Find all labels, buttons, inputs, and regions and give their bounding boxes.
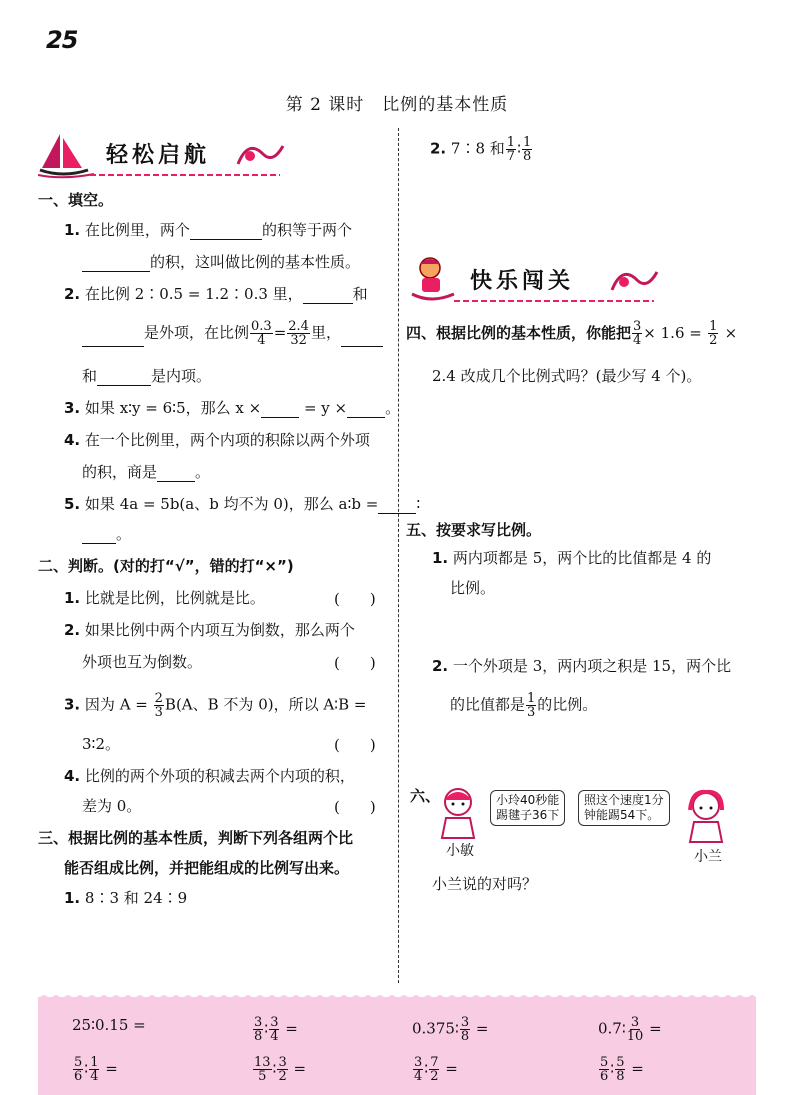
fraction: $\frac{3}{10}$ [626,1015,644,1044]
calc-item: $\frac{13}{5}$ ∶ $\frac{3}{2}$ = [254,1055,307,1084]
s1-q3: 3. 如果 x∶y = 6∶5，那么 x × = y × 。 [64,399,401,417]
s2-q3-line2: 3∶2。 [82,735,120,753]
s3-q1: 1. 8∶3 和 24∶9 [64,889,188,907]
fraction: $\frac{3}{4}$ [633,319,642,348]
section4-heading-line1: 四、根据比例的基本性质，你能把 $\frac{3}{4}$ × 1.6 = $\frac{1}{2}$ × [406,319,738,348]
section6-label: 六、 [410,787,441,805]
s1-q2-line1: 2. 在比例 2∶0.5 = 1.2∶0.3 里， 和 [64,285,368,303]
calc-item: $\frac{5}{6}$ ∶ $\frac{1}{4}$ = [74,1055,118,1084]
judge-paren[interactable]: ( ) [334,798,376,816]
answer-blank[interactable] [82,527,116,544]
s1-q4-line2: 的积，商是 。 [82,463,211,481]
fraction: $\frac{3}{2}$ [278,1055,287,1084]
calculation-strip [38,997,756,1095]
calc-item: 25∶0.15 = [72,1016,146,1034]
fraction: $\frac{13}{5}$ [254,1055,271,1084]
section4-heading-line2: 2.4 改成几个比例式吗？(最少写 4 个)。 [432,367,702,385]
s5-q1-line2: 比例。 [450,579,496,597]
fraction: $\frac{3}{4}$ [414,1055,423,1084]
fraction: $\frac{1}{7}$ [506,135,516,164]
swirl-icon [228,134,288,174]
girl-xiaomin-icon [434,784,484,840]
answer-blank[interactable] [190,223,262,240]
page-number: 25 [46,26,78,54]
s1-q1-line2: 的积，这叫做比例的基本性质。 [82,252,360,272]
banner-underline [90,172,280,178]
s5-q2-line2: 的比值都是 $\frac{1}{3}$ 的比例。 [450,691,598,720]
answer-blank[interactable] [303,287,353,304]
fraction: $\frac{1}{8}$ [522,135,532,164]
answer-blank[interactable] [82,330,144,347]
speech-bubble-xiaomin: 小玲40秒能 踢毽子36下 [490,790,565,826]
column-divider [398,128,399,983]
s5-q1-line1: 1. 两内项都是 5，两个比的比值都是 4 的 [432,549,712,567]
calc-item: 0.375∶ $\frac{3}{8}$ = [412,1015,489,1044]
fraction: $\frac{3}{4}$ [270,1015,279,1044]
s1-q1-line1: 1. 在比例里，两个 的积等于两个 [64,221,352,239]
banner-underline [454,298,654,304]
answer-blank[interactable] [347,401,385,418]
girl-xiaolan-icon [682,788,732,844]
s1-q4-line1: 4. 在一个比例里，两个内项的积除以两个外项 [64,431,370,449]
s1-q2-line2: 是外项，在比例 $\frac{0.3}{4}$ = $\frac{2.4}{32}$ 里， [82,320,383,347]
judge-paren[interactable]: ( ) [334,736,376,754]
s2-q3-line1: 3. 因为 A = $\frac{2}{3}$ B(A、B 不为 0)，所以 A∶B = [64,691,367,720]
s1-q5-line1: 5. 如果 4a = 5b(a、b 均不为 0)，那么 a∶b = ∶ [64,495,421,513]
fraction: $\frac{0.3}{4}$ [251,319,272,348]
fraction: $\frac{3}{8}$ [254,1015,263,1044]
answer-blank[interactable] [378,497,416,514]
fraction: $\frac{1}{2}$ [709,319,718,348]
banner-right [406,254,666,306]
section6-question: 小兰说的对吗？ [432,875,538,893]
banner-right-text: 快乐闯关 [470,269,575,294]
banner-left-text: 轻松启航 [106,143,211,168]
s5-q2-line1: 2. 一个外项是 3，两内项之积是 15，两个比 [432,657,732,675]
section2-heading: 二、判断。(对的打“√”，错的打“×”) [38,557,294,575]
s3-q2: 2. 7∶8 和 $\frac{1}{7}$ ∶ $\frac{1}{8}$ [430,135,532,164]
section3-heading-line1: 三、根据比例的基本性质，判断下列各组两个比 [38,829,354,847]
answer-blank[interactable] [157,465,195,482]
section3-heading-line2: 能否组成比例，并把能组成的比例写出来。 [64,859,350,877]
calc-item: $\frac{3}{4}$ ∶ $\frac{7}{2}$ = [414,1055,458,1084]
judge-paren[interactable]: ( ) [334,654,376,672]
s1-q2-line3: 和 是内项。 [82,367,212,385]
s2-q4-line1: 4. 比例的两个外项的积减去两个内项的积， [64,767,355,785]
s2-q2-line2: 外项也互为倒数。 [82,653,203,671]
fraction: $\frac{2.4}{32}$ [288,319,309,348]
name-xiaolan: 小兰 [694,849,722,865]
fraction: $\frac{1}{3}$ [527,691,536,720]
s2-q1: 1. 比就是比例，比例就是比。 [64,589,265,607]
answer-blank[interactable] [261,401,299,418]
answer-blank[interactable] [341,330,383,347]
fraction: $\frac{5}{8}$ [616,1055,625,1084]
sailboat-icon [38,128,98,180]
calc-item: 0.7∶ $\frac{3}{10}$ = [598,1015,662,1044]
name-xiaomin: 小敏 [446,843,474,859]
calc-item: $\frac{5}{6}$ ∶ $\frac{5}{8}$ = [600,1055,644,1084]
s2-q2-line1: 2. 如果比例中两个内项互为倒数，那么两个 [64,621,355,639]
fraction: $\frac{5}{6}$ [600,1055,609,1084]
fraction: $\frac{7}{2}$ [430,1055,439,1084]
s2-q4-line2: 差为 0。 [82,797,142,815]
lesson-title: 第 2 课时 比例的基本性质 [285,95,509,115]
speech-bubble-xiaolan: 照这个速度1分 钟能踢54下。 [578,790,670,826]
section1-heading: 一、填空。 [38,191,114,209]
fraction: $\frac{3}{8}$ [460,1015,470,1044]
child-mascot-icon [406,254,462,304]
fraction: $\frac{2}{3}$ [154,691,163,720]
s1-q5-line2: 。 [82,524,131,544]
answer-blank[interactable] [82,255,150,272]
answer-blank[interactable] [97,369,151,386]
swirl-icon [602,260,662,300]
fraction: $\frac{5}{6}$ [74,1055,83,1084]
judge-paren[interactable]: ( ) [334,590,376,608]
banner-left [38,128,288,180]
fraction: $\frac{1}{4}$ [90,1055,99,1084]
section5-heading: 五、按要求写比例。 [406,521,542,539]
calc-item: $\frac{3}{8}$ ∶ $\frac{3}{4}$ = [254,1015,298,1044]
